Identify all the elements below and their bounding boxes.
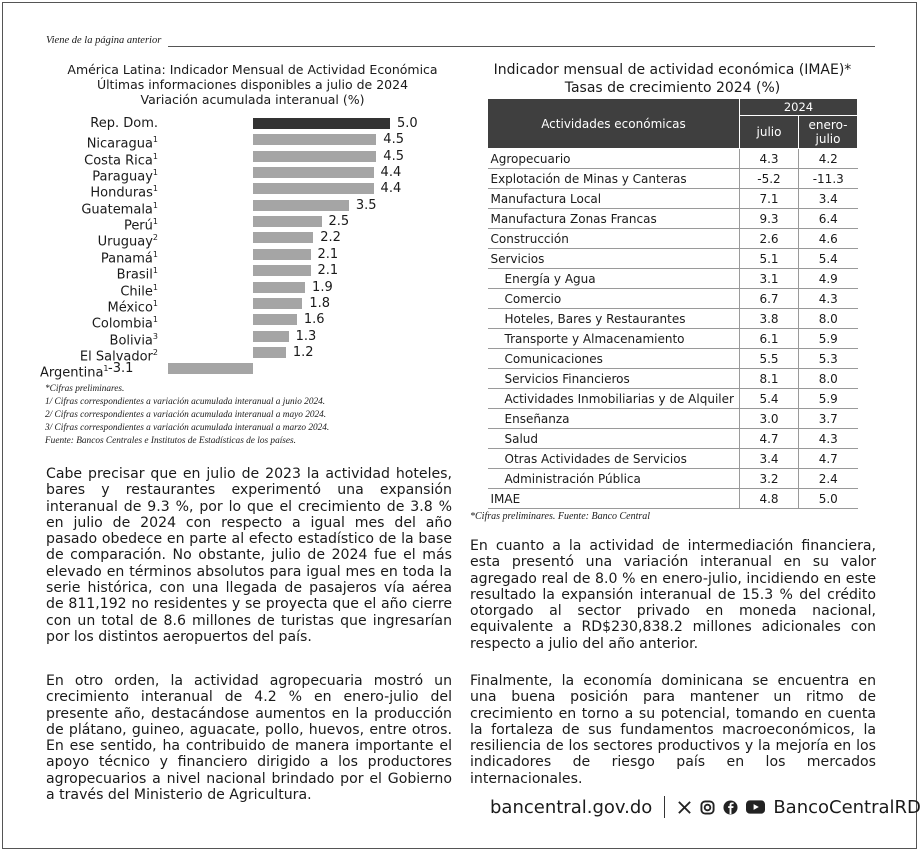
value-enero-julio: 5.9 <box>799 389 858 409</box>
bar-category-text: Perú <box>123 218 153 234</box>
value-julio: 3.1 <box>740 269 799 289</box>
value-enero-julio: -11.3 <box>799 169 858 189</box>
bar-footnote-mark: 1 <box>152 151 158 161</box>
value-julio: 6.7 <box>740 289 799 309</box>
value-enero-julio: 4.6 <box>799 229 858 249</box>
bar-category-text: Panamá <box>100 251 153 267</box>
activity-name: Servicios <box>488 249 740 269</box>
activity-name: Hoteles, Bares y Restaurantes <box>488 309 740 329</box>
bar-footnote-mark: 1 <box>152 249 158 259</box>
table-body <box>488 149 858 509</box>
value-enero-julio: 2.4 <box>799 469 858 489</box>
col-enero-julio-l1: enero- <box>808 118 848 132</box>
table-row <box>488 489 858 509</box>
bar-category-text: Brasil <box>116 267 153 283</box>
bar-row <box>40 214 470 234</box>
value-julio: 3.0 <box>740 409 799 429</box>
bar-row <box>40 361 470 381</box>
col-enero-julio-l2: julio <box>815 132 841 146</box>
bar-row <box>40 148 470 169</box>
imae-table <box>487 98 858 509</box>
value-enero-julio: 8.0 <box>799 309 858 329</box>
bar-footnote-mark: 1 <box>103 364 109 374</box>
value-julio: 4.8 <box>740 489 799 509</box>
bar-category-text: Chile <box>120 283 153 299</box>
activity-name: Servicios Financieros <box>488 369 740 389</box>
chart-note: 3/ Cifras correspondientes a variación acumulada interanual a marzo 2024. <box>45 423 330 434</box>
bar-footnote-mark: 3 <box>152 331 158 341</box>
bar-footnote-mark: 2 <box>152 347 158 357</box>
bar <box>253 151 376 162</box>
bar-row <box>40 328 470 348</box>
bar <box>253 249 311 260</box>
chart-note: 1/ Cifras correspondientes a variación acumulada interanual a junio 2024. <box>45 397 326 408</box>
value-enero-julio: 4.2 <box>799 149 858 169</box>
chart-note: 2/ Cifras correspondientes a variación acumulada interanual a mayo 2024. <box>45 410 327 421</box>
bar-value-label: 2.1 <box>317 246 339 262</box>
bar <box>253 200 349 211</box>
bar <box>253 347 286 358</box>
bar <box>253 134 376 145</box>
value-enero-julio: 5.9 <box>799 329 858 349</box>
bar-footnote-mark: 1 <box>152 184 158 194</box>
table-title <box>470 61 875 97</box>
activity-name: Administración Pública <box>488 469 740 489</box>
activity-name: Transporte y Almacenamiento <box>488 329 740 349</box>
activity-name: Construcción <box>488 229 740 249</box>
bar-row <box>40 295 470 316</box>
table-row <box>488 149 858 169</box>
bar-category-text: Argentina <box>40 365 104 381</box>
activity-name: Manufactura Local <box>488 189 740 209</box>
table-row <box>488 289 858 309</box>
bar-footnote-mark: 1 <box>152 315 158 325</box>
bar-row <box>40 197 470 218</box>
bar <box>168 363 253 374</box>
table-row <box>488 229 858 249</box>
bar-category-text: Uruguay <box>97 234 153 250</box>
value-julio: 3.8 <box>740 309 799 329</box>
bar-value-label: 1.3 <box>295 328 317 344</box>
bar-row <box>40 312 470 332</box>
value-enero-julio: 5.4 <box>799 249 858 269</box>
footer <box>490 796 921 818</box>
bar-footnote-mark: 2 <box>152 233 158 243</box>
bar-value-label: 1.9 <box>312 279 333 295</box>
bar <box>253 232 313 243</box>
bar <box>253 183 374 194</box>
header-rule <box>168 46 875 47</box>
paragraph-right-1: En cuanto a la actividad de intermediación financiera, esta presentó una variación interanual en su valor agregado real de 8.0 % en enero-julio, incidiendo en este resultado la expansión interanual de 15.3 % del crédito otorgado al sector privado en moneda nacional, equivalente a RD$230,838.2 millones adicionales con respecto a julio del año anterior. <box>470 538 876 652</box>
value-enero-julio: 4.7 <box>799 449 858 469</box>
table-row <box>488 449 858 469</box>
bar-value-label: 4.4 <box>380 165 402 181</box>
bar-category-text: El Salvador <box>79 349 153 365</box>
activity-name: Comunicaciones <box>488 349 740 369</box>
bar-category-text: Nicaragua <box>86 136 153 152</box>
chart-title-line-3: Variación acumulada interanual (%) <box>140 92 365 107</box>
bar-chart <box>40 116 470 381</box>
value-enero-julio: 3.7 <box>799 409 858 429</box>
table-row <box>488 389 858 409</box>
bar-category-text: Rep. Dom. <box>90 116 158 131</box>
value-enero-julio: 4.9 <box>799 269 858 289</box>
bar <box>253 167 374 178</box>
table-row <box>488 189 858 209</box>
bar-category-text: México <box>107 300 153 316</box>
bar-footnote-mark: 1 <box>152 200 158 210</box>
bar-value-label: 5.0 <box>397 116 418 131</box>
youtube-icon[interactable] <box>746 800 765 814</box>
bar-footnote-mark: 1 <box>152 135 158 145</box>
bar-row <box>40 246 470 267</box>
table-row <box>488 349 858 369</box>
bar-row <box>40 165 470 185</box>
footer-divider <box>664 796 665 818</box>
value-julio: 8.1 <box>740 369 799 389</box>
bar-value-label: 2.5 <box>328 214 350 230</box>
chart-note: *Cifras preliminares. <box>45 384 125 394</box>
bar-category-text: Guatemala <box>81 202 153 218</box>
bar-row <box>40 279 470 299</box>
bar-category-label <box>40 361 109 381</box>
value-julio: 4.3 <box>740 149 799 169</box>
value-julio: 3.4 <box>740 449 799 469</box>
col-enero-julio <box>799 116 858 149</box>
bar-footnote-mark: 1 <box>152 217 158 227</box>
value-enero-julio: 5.0 <box>799 489 858 509</box>
value-enero-julio: 8.0 <box>799 369 858 389</box>
paragraph-left-1: Cabe precisar que en julio de 2023 la actividad hoteles, bares y restaurantes experimentó una expansión interanual de 9.3 %, por lo que el crecimiento de 3.8 % en julio de 2024 con respecto a igual mes del año pasado obedece en parte al efecto estadístico de la base de comparación. No obstante, julio de 2024 fue el más elevado en términos absolutos para igual mes en toda la serie histórica, con una llegada de pasajeros vía aérea de 811,192 no residentes y se proyecta que el año cierre con un total de 8.6 millones de turistas que ingresarían por los distintos aeropuertos del país. <box>46 466 452 645</box>
bar <box>253 216 322 227</box>
bar <box>253 331 289 342</box>
x-icon[interactable] <box>677 800 692 815</box>
bar-category-text: Bolivia <box>109 332 153 348</box>
table-row <box>488 329 858 349</box>
bar-category-text: Costa Rica <box>84 153 153 169</box>
bar-value-label: 1.8 <box>309 295 330 311</box>
table-row <box>488 309 858 329</box>
chart-title-line-1: América Latina: Indicador Mensual de Actividad Económica <box>67 62 438 77</box>
table-row <box>488 269 858 289</box>
col-julio: julio <box>740 116 799 149</box>
bar-value-label: 4.5 <box>383 132 404 148</box>
bar-row <box>40 116 470 132</box>
bar-value-label: 1.2 <box>292 344 314 360</box>
value-enero-julio: 3.4 <box>799 189 858 209</box>
table-row <box>488 369 858 389</box>
value-julio: 5.1 <box>740 249 799 269</box>
activity-name: IMAE <box>488 489 740 509</box>
value-enero-julio: 6.4 <box>799 209 858 229</box>
value-julio: 6.1 <box>740 329 799 349</box>
value-julio: -5.2 <box>740 169 799 189</box>
chart-title-line-2: Últimas informaciones disponibles a julio de 2024 <box>96 77 409 92</box>
instagram-icon[interactable] <box>700 800 715 815</box>
table-row <box>488 409 858 429</box>
bar-row <box>40 230 470 250</box>
table-row <box>488 249 858 269</box>
value-enero-julio: 4.3 <box>799 289 858 309</box>
bar-category-text: Honduras <box>90 185 153 201</box>
table-note: *Cifras preliminares. Fuente: Banco Central <box>470 511 651 522</box>
value-enero-julio: 5.3 <box>799 349 858 369</box>
bar-value-label: 4.4 <box>380 181 402 197</box>
bar-value-label: 2.1 <box>317 263 339 279</box>
table-row <box>488 169 858 189</box>
activity-name: Actividades Inmobiliarias y de Alquiler <box>488 389 740 409</box>
value-julio: 5.5 <box>740 349 799 369</box>
bar-row <box>40 344 470 365</box>
chart-notes <box>45 383 329 448</box>
table-title-line-2: Tasas de crecimiento 2024 (%) <box>564 80 781 96</box>
table-row <box>488 469 858 489</box>
bar-value-label: 4.5 <box>383 148 404 164</box>
bar-category-text: Colombia <box>91 316 153 332</box>
activity-name: Enseñanza <box>488 409 740 429</box>
bar <box>253 314 297 325</box>
value-enero-julio: 4.3 <box>799 429 858 449</box>
bar-footnote-mark: 1 <box>152 168 158 178</box>
bar <box>253 298 302 309</box>
bar-row <box>40 263 470 283</box>
bar-value-label: 2.2 <box>320 230 341 246</box>
paragraph-left-2: En otro orden, la actividad agropecuaria mostró un crecimiento interanual de 4.2 % en enero-julio del presente año, destacándose aumentos en la producción de plátano, guineo, aguacate, pollo, huevos, entre otros. En ese sentido, ha contribuido de manera importante el apoyo técnico y financiero dirigido a los productores agropecuarios a nivel nacional brindado por el Gobierno a través del Ministerio de Agricultura. <box>46 673 452 804</box>
col-activities: Actividades económicas <box>488 99 740 149</box>
continued-note: Viene de la página anterior <box>46 35 162 46</box>
bar-category-text: Paraguay <box>92 169 153 185</box>
activity-name: Manufactura Zonas Francas <box>488 209 740 229</box>
value-julio: 7.1 <box>740 189 799 209</box>
bar-category-label <box>90 116 158 132</box>
table-row <box>488 429 858 449</box>
bar-footnote-mark: 1 <box>152 298 158 308</box>
bar <box>253 118 390 129</box>
bar <box>253 282 305 293</box>
value-julio: 4.7 <box>740 429 799 449</box>
chart-title <box>40 62 465 107</box>
bar-value-label: 3.5 <box>355 197 377 213</box>
table-row <box>488 209 858 229</box>
value-julio: 3.2 <box>740 469 799 489</box>
value-julio: 5.4 <box>740 389 799 409</box>
activity-name: Agropecuario <box>488 149 740 169</box>
activity-name: Explotación de Minas y Canteras <box>488 169 740 189</box>
chart-note: Fuente: Bancos Centrales e Institutos de Estadísticas de los países. <box>45 436 296 447</box>
bar-footnote-mark: 1 <box>152 266 158 276</box>
activity-name: Energía y Agua <box>488 269 740 289</box>
activity-name: Salud <box>488 429 740 449</box>
activity-name: Otras Actividades de Servicios <box>488 449 740 469</box>
col-year: 2024 <box>740 99 858 116</box>
website-link[interactable]: bancentral.gov.do <box>490 796 653 818</box>
bar <box>253 265 311 276</box>
bar-row <box>40 181 470 201</box>
paragraph-right-2: Finalmente, la economía dominicana se encuentra en una buena posición para mantener un ritmo de crecimiento en torno a su potencial, tomando en cuenta la fortaleza de sus fundamentos macroeconómicos, la resiliencia de los sectores productivos y la mejoría en los indicadores de riesgo país en los mercados internacionales. <box>470 673 876 787</box>
value-julio: 9.3 <box>740 209 799 229</box>
social-handle[interactable]: BancoCentralRD <box>773 796 921 818</box>
bar-row <box>40 132 470 152</box>
bar-footnote-mark: 1 <box>152 282 158 292</box>
facebook-icon[interactable] <box>723 800 738 815</box>
table-title-line-1: Indicador mensual de actividad económica (IMAE)* <box>493 62 852 78</box>
bar-value-label: -3.1 <box>108 361 134 377</box>
value-julio: 2.6 <box>740 229 799 249</box>
activity-name: Comercio <box>488 289 740 309</box>
bar-value-label: 1.6 <box>303 312 325 328</box>
